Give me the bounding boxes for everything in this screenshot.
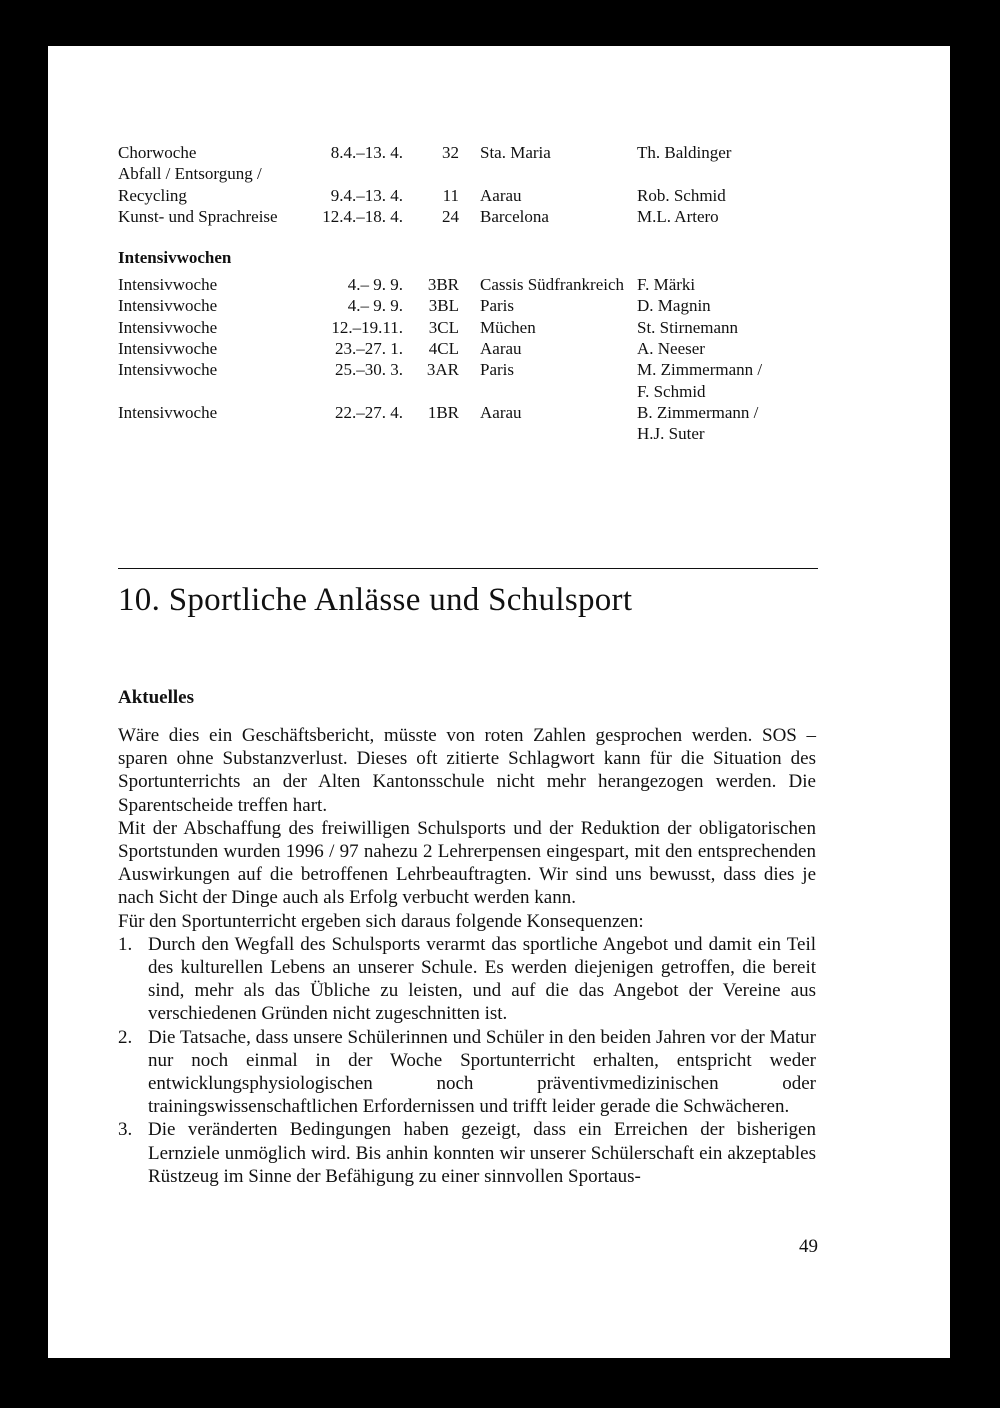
- event-lead: H.J. Suter: [637, 424, 705, 444]
- section-divider: [118, 568, 818, 569]
- event-lead: M. Zimmermann /: [637, 360, 763, 380]
- list-text: Die Tatsache, dass unsere Schülerinnen und Schüler in den beiden Jahren vor der Matur nur noch einmal in der Woche Sportunterricht erhalten, entspricht weder entwicklungsphysiologischen noch präventivmedizinischen oder trainingswissenschaftlichen Erfordernissen und trifft leider gerade die Schwächeren.: [148, 1026, 816, 1118]
- table-row: [118, 206, 818, 227]
- event-lead: B. Zimmermann /: [637, 402, 759, 422]
- event-place: Cassis Südfrankreich: [480, 275, 625, 295]
- event-lead: F. Schmid: [637, 381, 706, 401]
- event-name: Intensivwoche: [118, 296, 218, 316]
- event-date: 12.4.–18. 4.: [322, 206, 403, 226]
- event-place: Paris: [480, 360, 514, 380]
- chapter-title: 10. Sportliche Anlässe und Schulsport: [118, 582, 633, 618]
- table-row: [118, 359, 818, 380]
- event-place: Barcelona: [480, 206, 549, 226]
- event-date: 23.–27. 1.: [335, 339, 403, 359]
- event-place: Aarau: [480, 185, 522, 205]
- event-date: 4.– 9. 9.: [347, 275, 403, 295]
- event-name: Intensivwoche: [118, 360, 218, 380]
- list-number: 1.: [118, 933, 133, 955]
- event-name: Abfall / Entsorgung /: [118, 164, 262, 184]
- table-row: [118, 338, 818, 359]
- consequences-list: [118, 933, 816, 1188]
- table-row: [118, 274, 818, 295]
- event-name: Intensivwoche: [118, 339, 218, 359]
- event-lead: F. Märki: [637, 275, 696, 295]
- event-lead: St. Stirnemann: [637, 317, 739, 337]
- event-date: 22.–27. 4.: [335, 402, 403, 422]
- table-row: [118, 185, 818, 206]
- table-row: [118, 163, 818, 184]
- event-lead: A. Neeser: [637, 339, 705, 359]
- event-lead: D. Magnin: [637, 296, 711, 316]
- paragraph: Mit der Abschaffung des freiwilligen Schulsports und der Reduktion der obligatorischen Sportstunden wurden 1996 / 97 nahezu 2 Lehrerpensen eingespart, mit den entsprechenden Auswirkungen auf die betroffenen Lehrbeauftragten. Wir sind uns bewusst, dass dies je nach Sicht der Dinge auch als Erfolg verbucht werden kann.: [118, 817, 816, 909]
- event-name: Chorwoche: [118, 143, 197, 162]
- event-date: 12.–19.11.: [331, 317, 403, 337]
- event-class: 3BR: [427, 275, 459, 295]
- events-list: [118, 142, 818, 227]
- section-title: Aktuelles: [118, 687, 194, 708]
- event-class: 32: [442, 143, 459, 162]
- event-class: 4CL: [428, 339, 459, 359]
- event-date: 9.4.–13. 4.: [330, 185, 403, 205]
- list-item: [118, 1026, 816, 1119]
- events-table: [118, 142, 818, 445]
- list-number: 2.: [118, 1026, 133, 1048]
- list-item: [118, 933, 816, 1026]
- event-place: Aarau: [480, 339, 522, 359]
- event-class: 11: [442, 185, 459, 205]
- event-place: Aarau: [480, 402, 522, 422]
- paragraph: Wäre dies ein Geschäftsbericht, müsste von roten Zahlen gesprochen werden. SOS – sparen ohne Substanzverlust. Dieses oft zitierte Schlagwort kann für die Situation des Sportunterrichts an der Alten Kantonsschule nicht mehr herangezogen werden. Die Sparentscheide treffen hart.: [118, 725, 816, 816]
- table-row: [118, 317, 818, 338]
- event-name: Intensivwoche: [118, 402, 218, 422]
- event-class: 1BR: [427, 402, 459, 422]
- table-row: [118, 402, 818, 423]
- event-lead: M.L. Artero: [637, 206, 719, 226]
- event-class: 3BL: [428, 296, 459, 316]
- event-date: 4.– 9. 9.: [347, 296, 403, 316]
- event-class: 24: [442, 206, 459, 226]
- table-row: [118, 295, 818, 316]
- event-place: Paris: [480, 296, 514, 316]
- table-row: [118, 423, 818, 444]
- table-row: [118, 381, 818, 402]
- event-lead: Th. Baldinger: [637, 143, 732, 162]
- event-place: Sta. Maria: [480, 143, 551, 162]
- paragraph: Für den Sportunterricht ergeben sich daraus folgende Konsequenzen:: [118, 910, 644, 932]
- list-text: Durch den Wegfall des Schulsports verarmt das sportliche Angebot und damit ein Teil des kulturellen Lebens an unserer Schule. Es werden diejenigen getroffen, die bereit sind, mehr als das Übliche zu leisten, und auf die das Angebot der Vereine aus verschiedenen Gründen nicht zugeschnitten ist.: [148, 933, 816, 1025]
- event-date: 8.4.–13. 4.: [330, 143, 403, 162]
- event-name: Kunst- und Sprachreise: [118, 206, 278, 226]
- event-name: Intensivwoche: [118, 317, 218, 337]
- page-number: 49: [799, 1236, 818, 1257]
- event-date: 25.–30. 3.: [335, 360, 403, 380]
- intensive-list: [118, 274, 818, 444]
- event-class: 3AR: [426, 360, 459, 380]
- event-class: 3CL: [428, 317, 459, 337]
- event-name: Intensivwoche: [118, 275, 218, 295]
- table-row: [118, 142, 818, 163]
- event-place: Müchen: [480, 317, 536, 337]
- list-text: Die veränderten Bedingungen haben gezeigt, dass ein Erreichen der bisherigen Lernziele unmöglich wird. Bis anhin konnten wir unserer Schülerschaft ein akzeptables Rüstzeug im Sinne der Befähigung zu einer sinnvollen Sportaus-: [148, 1119, 816, 1187]
- list-number: 3.: [118, 1119, 133, 1141]
- intensive-heading: Intensivwochen: [118, 248, 232, 268]
- body-text: [118, 724, 816, 1188]
- event-lead: Rob. Schmid: [637, 185, 726, 205]
- event-name: Recycling: [118, 185, 187, 205]
- list-item: [118, 1118, 816, 1188]
- document-page: [48, 46, 950, 1358]
